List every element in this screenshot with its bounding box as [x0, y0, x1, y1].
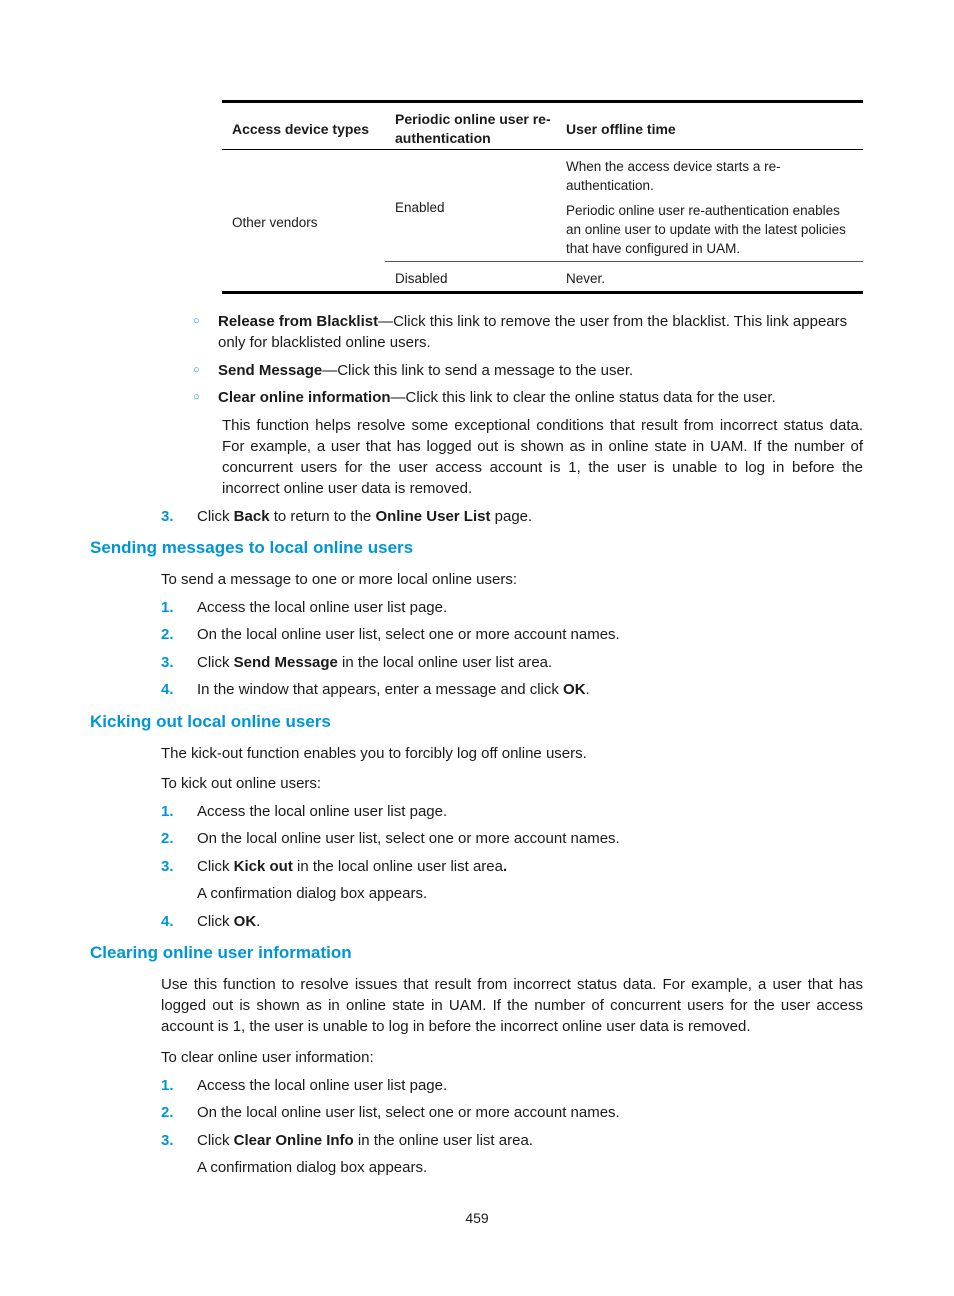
step-number: 2. [161, 626, 174, 643]
send-message-label: Send Message [218, 362, 323, 379]
clear-online-label: Clear online information [218, 389, 391, 406]
step-number: 3. [161, 508, 174, 525]
table-row-divider [385, 261, 863, 262]
step-number: 4. [161, 913, 174, 930]
kick-step-1: Access the local online user list page. [197, 803, 448, 820]
step-number: 3. [161, 1132, 174, 1149]
step-text: Click [197, 913, 234, 930]
ok-label: OK [563, 681, 586, 698]
clear-step-3 [197, 1130, 533, 1151]
step-text: . [585, 681, 590, 698]
bullet-send-message [218, 360, 633, 381]
sending-step-3 [197, 652, 552, 673]
heading-sending-messages: Sending messages to local online users [90, 538, 414, 557]
step-click-back [197, 506, 532, 527]
step-text: . [256, 913, 261, 930]
clear-description: Use this function to resolve issues that result from incorrect status data. For example, a user that has logged out is shown as in online state in UAM. If the number of concurrent users for the user access account is 1, the user is unable to log in before the incorrect online user data is removed. [161, 976, 863, 1035]
bullet-clear-online [218, 387, 776, 408]
kick-out-label: Kick out [233, 858, 293, 875]
step-number: 3. [161, 654, 174, 671]
table-cell-disabled-time: Never. [566, 271, 606, 286]
kick-step-3-note: A confirmation dialog box appears. [197, 885, 428, 902]
step-number: 4. [161, 681, 174, 698]
step-number: 2. [161, 830, 174, 847]
table-cell-vendor: Other vendors [232, 215, 318, 230]
step-text: in the local online user list area [292, 858, 503, 875]
table-cell-enabled: Enabled [395, 200, 445, 215]
back-label: Back [233, 508, 270, 525]
step-text: Click [197, 654, 234, 671]
bullet-release-blacklist [218, 311, 863, 353]
step-number: 1. [161, 1077, 174, 1094]
kick-description: The kick-out function enables you to forcibly log off online users. [161, 745, 587, 762]
step-text: . [502, 858, 508, 875]
step-number: 3. [161, 858, 174, 875]
clear-step-1: Access the local online user list page. [197, 1077, 448, 1094]
sending-intro: To send a message to one or more local online users: [161, 571, 518, 588]
table-top-rule [222, 100, 863, 103]
clear-online-text: —Click this link to clear the online status data for the user. [390, 389, 776, 406]
step-text: Click [197, 858, 234, 875]
page-number: 459 [465, 1210, 489, 1226]
clear-intro: To clear online user information: [161, 1049, 374, 1066]
sending-step-4 [197, 679, 590, 700]
table-cell-disabled: Disabled [395, 271, 448, 286]
clear-step-2: On the local online user list, select one or more account names. [197, 1104, 620, 1121]
table-header-device-types: Access device types [232, 121, 369, 137]
kick-intro: To kick out online users: [161, 775, 322, 792]
table-header-reauth: Periodic online user re-authentication [395, 111, 551, 146]
step-number: 2. [161, 1104, 174, 1121]
ok-label: OK [233, 913, 257, 930]
kick-step-3 [197, 856, 507, 877]
clear-online-description: This function helps resolve some exceptional conditions that result from incorrect status data. For example, a user that has logged out is shown as in online state in UAM. If the number of concurrent users for the user access account is 1, the user is unable to log in before the incorrect online user data is removed. [222, 417, 863, 497]
step-text: in the online user list area. [353, 1132, 533, 1149]
table-bottom-rule [222, 291, 863, 294]
bullet-circle-icon: ○ [193, 364, 200, 376]
table-header-offline-time: User offline time [566, 121, 676, 137]
kick-step-4 [197, 911, 260, 932]
step-text: Click [197, 508, 234, 525]
step-text: in the local online user list area. [337, 654, 553, 671]
step-text: Click [197, 1132, 234, 1149]
bullet-circle-icon: ○ [193, 315, 200, 327]
clear-step-3-note: A confirmation dialog box appears. [197, 1159, 428, 1176]
bullet-circle-icon: ○ [193, 391, 200, 403]
step-text: page. [490, 508, 533, 525]
table-header-rule [222, 149, 863, 150]
step-text: to return to the [269, 508, 376, 525]
release-blacklist-text: —Click this link to remove the user from the blacklist. This link appears only for blacklisted online users. [218, 313, 848, 351]
step-number: 1. [161, 803, 174, 820]
sending-step-2: On the local online user list, select one or more account names. [197, 626, 620, 643]
step-text: In the window that appears, enter a message and click [197, 681, 564, 698]
heading-kicking-out: Kicking out local online users [90, 712, 331, 731]
table-cell-enabled-time-2: Periodic online user re-authentication enables an online user to update with the latest policies that have configured in UAM. [566, 203, 846, 256]
sending-step-1: Access the local online user list page. [197, 599, 448, 616]
step-number: 1. [161, 599, 174, 616]
online-user-list-label: Online User List [375, 508, 491, 525]
heading-clearing-info: Clearing online user information [90, 943, 352, 962]
kick-step-2: On the local online user list, select one or more account names. [197, 830, 620, 847]
table-cell-enabled-time-1: When the access device starts a re-authentication. [566, 159, 781, 193]
release-blacklist-label: Release from Blacklist [218, 313, 379, 330]
send-message-text: —Click this link to send a message to the user. [322, 362, 634, 379]
send-message-button-label: Send Message [233, 654, 338, 671]
clear-online-info-label: Clear Online Info [233, 1132, 354, 1149]
